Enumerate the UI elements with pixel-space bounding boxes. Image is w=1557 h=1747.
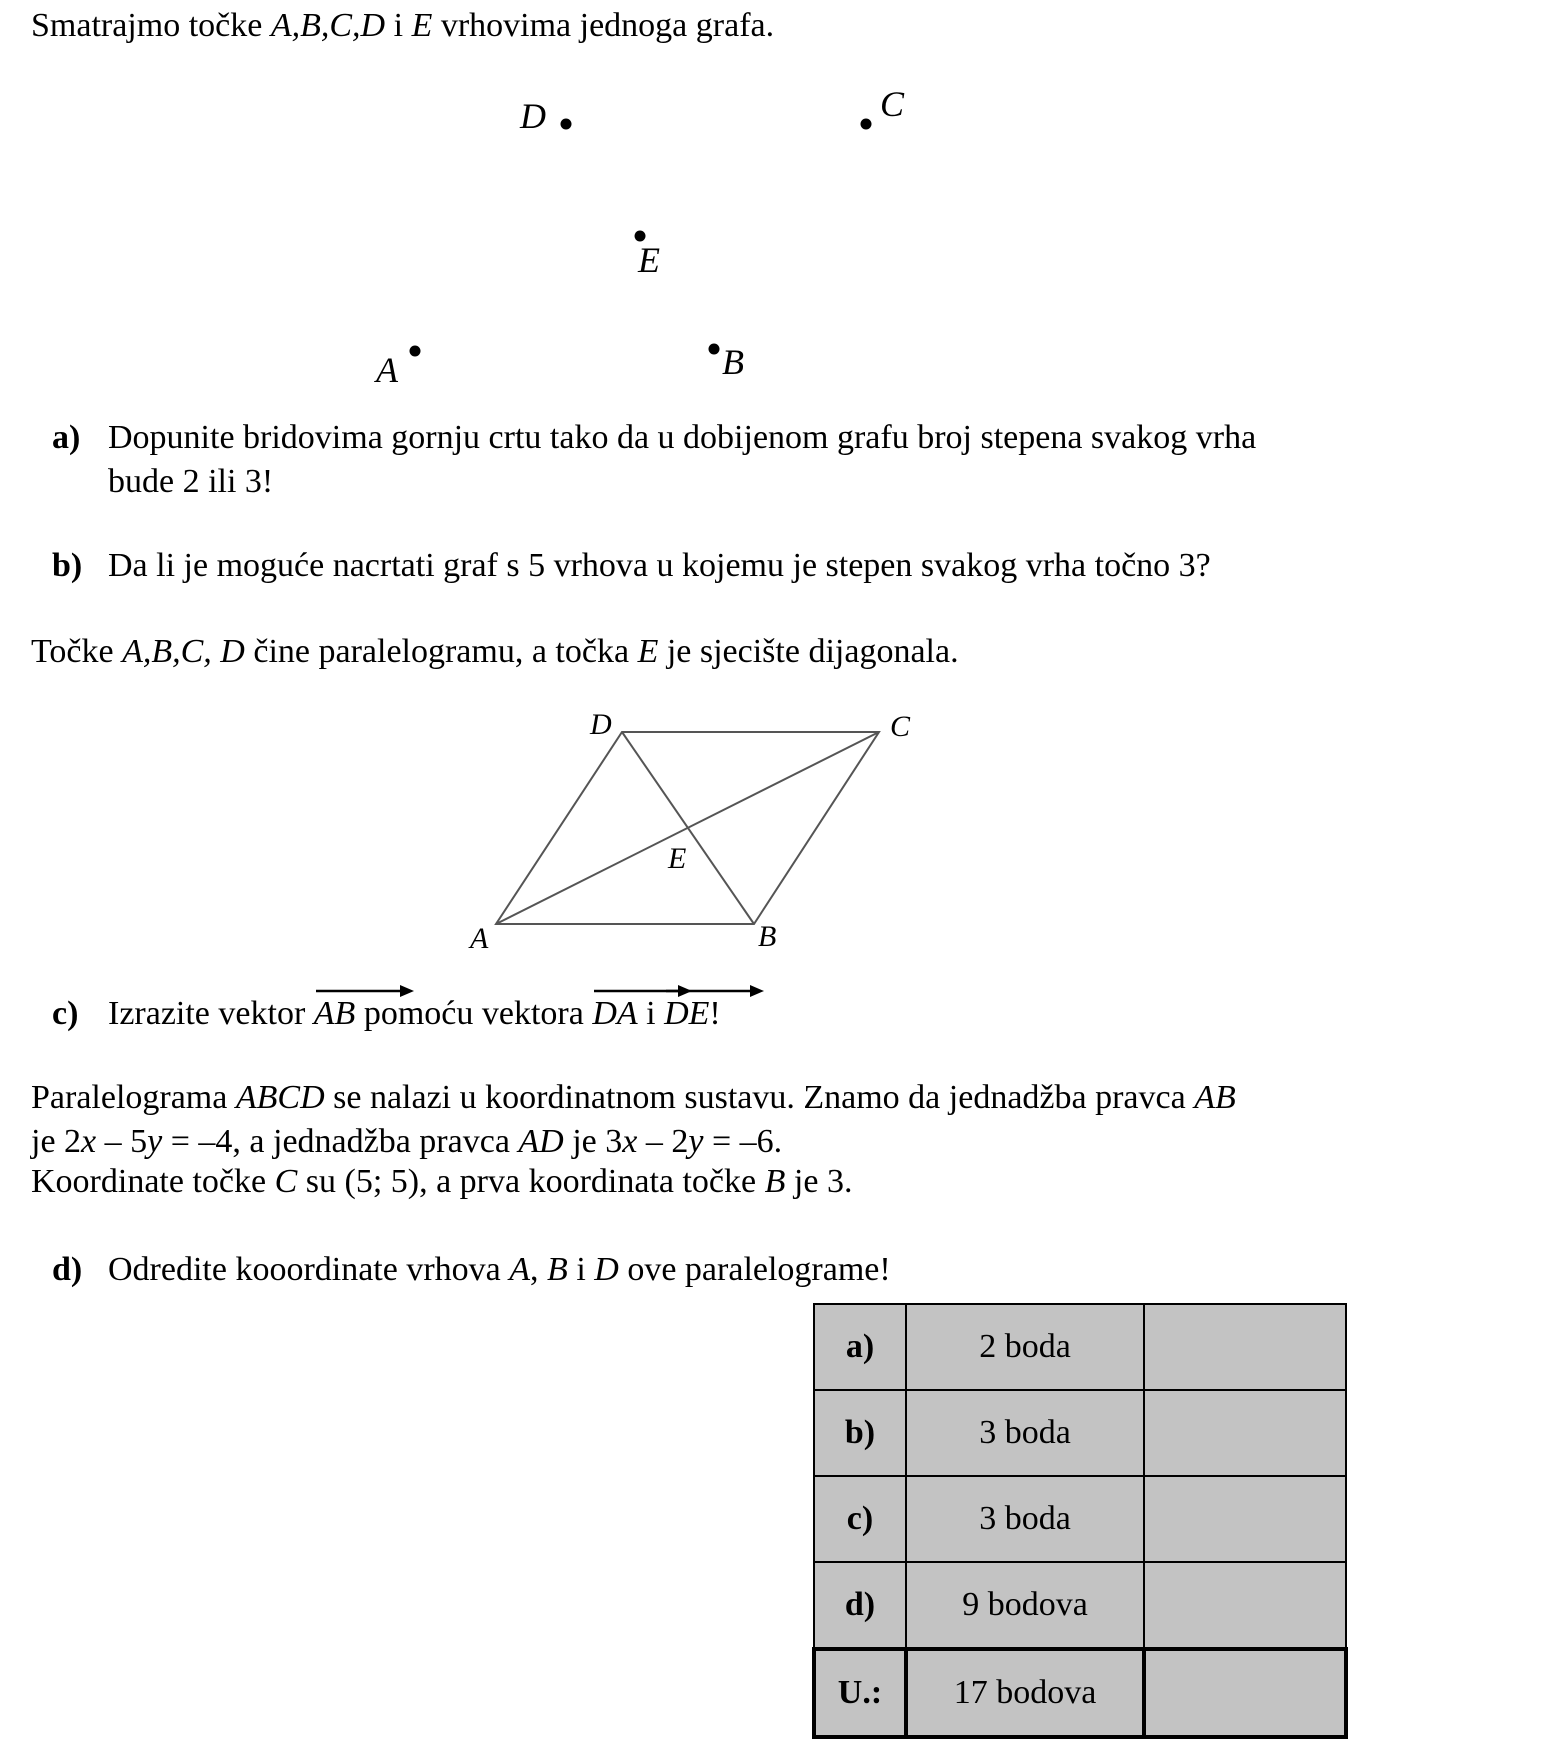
question-b-label: b) (52, 547, 83, 584)
question-d: d) Odredite kooordinate vrhova A, B i D ove paralelograme! (52, 1250, 891, 1291)
intro-coordinates-line3: Koordinate točke C su (5; 5), a prva koordinata točke B je 3. (31, 1163, 853, 1200)
score-row-c (814, 1476, 1346, 1562)
intro-graph-text: Smatrajmo točke A,B,C,D i E vrhovima jednoga grafa. (31, 7, 775, 44)
point-a-label: A (376, 350, 398, 390)
score-total-points: 17 bodova (906, 1649, 1144, 1737)
point-a (410, 346, 421, 357)
score-points: 3 boda (906, 1390, 1144, 1476)
intro-coordinates-line2: je 2x – 5y = –4, a jednadžba pravca AD je 3x – 2y = –6. (31, 1123, 783, 1160)
vector-da: DA (592, 994, 637, 1035)
score-points: 9 bodova (906, 1562, 1144, 1649)
diagonal-bd (622, 732, 754, 924)
vector-ab: AB (314, 994, 356, 1035)
score-part-label: c) (814, 1476, 906, 1562)
score-part-label: d) (814, 1562, 906, 1649)
vertex-b-label: B (758, 920, 777, 953)
point-c (861, 119, 872, 130)
parallelogram-figure (440, 700, 940, 960)
vertex-a-label: A (470, 922, 489, 955)
score-row-total (814, 1649, 1346, 1737)
question-c: c) Izrazite vektor AB pomoću vektora DA i DE! (52, 994, 721, 1035)
point-b (709, 344, 720, 355)
score-earned-field[interactable] (1144, 1390, 1346, 1476)
score-total-label: U.: (814, 1649, 906, 1737)
question-a-line2: bude 2 ili 3! (108, 463, 274, 500)
score-total-earned-field[interactable] (1144, 1649, 1346, 1737)
intersection-e-label: E (668, 842, 687, 875)
intro-parallelogram-text: Točke A,B,C, D čine paralelogramu, a točka E je sjecište dijagonala. (31, 633, 959, 670)
score-row-d (814, 1562, 1346, 1649)
score-points: 3 boda (906, 1476, 1144, 1562)
vector-arrow-icon (664, 984, 764, 998)
intro-coordinates-line1: Paralelograma ABCD se nalazi u koordinatnom sustavu. Znamo da jednadžba pravca AB (31, 1079, 1236, 1116)
score-row-b (814, 1390, 1346, 1476)
point-b-label: B (722, 342, 744, 382)
score-earned-field[interactable] (1144, 1304, 1346, 1390)
score-earned-field[interactable] (1144, 1562, 1346, 1649)
point-d (561, 119, 572, 130)
point-c-label: C (880, 84, 905, 124)
score-row-a (814, 1304, 1346, 1390)
question-d-label: d) (52, 1251, 83, 1288)
vector-arrow-icon (314, 984, 414, 998)
score-part-label: b) (814, 1390, 906, 1476)
score-points: 2 boda (906, 1304, 1144, 1390)
score-part-label: a) (814, 1304, 906, 1390)
vertex-c-label: C (890, 710, 911, 743)
point-e-label: E (638, 240, 660, 280)
question-a: a) Dopunite bridovima gornju crtu tako da u dobijenom grafu broj stepena svakog vrha (52, 418, 1256, 459)
vertex-d-label: D (590, 708, 612, 741)
vector-de: DE (664, 994, 709, 1035)
graph-points-figure (0, 60, 1000, 400)
question-b: b) Da li je moguće nacrtati graf s 5 vrhova u kojemu je stepen svakog vrha točno 3? (52, 546, 1211, 587)
question-c-label: c) (52, 995, 79, 1032)
question-a-label: a) (52, 419, 81, 456)
score-table (812, 1303, 1348, 1739)
point-d-label: D (520, 96, 546, 136)
score-earned-field[interactable] (1144, 1476, 1346, 1562)
